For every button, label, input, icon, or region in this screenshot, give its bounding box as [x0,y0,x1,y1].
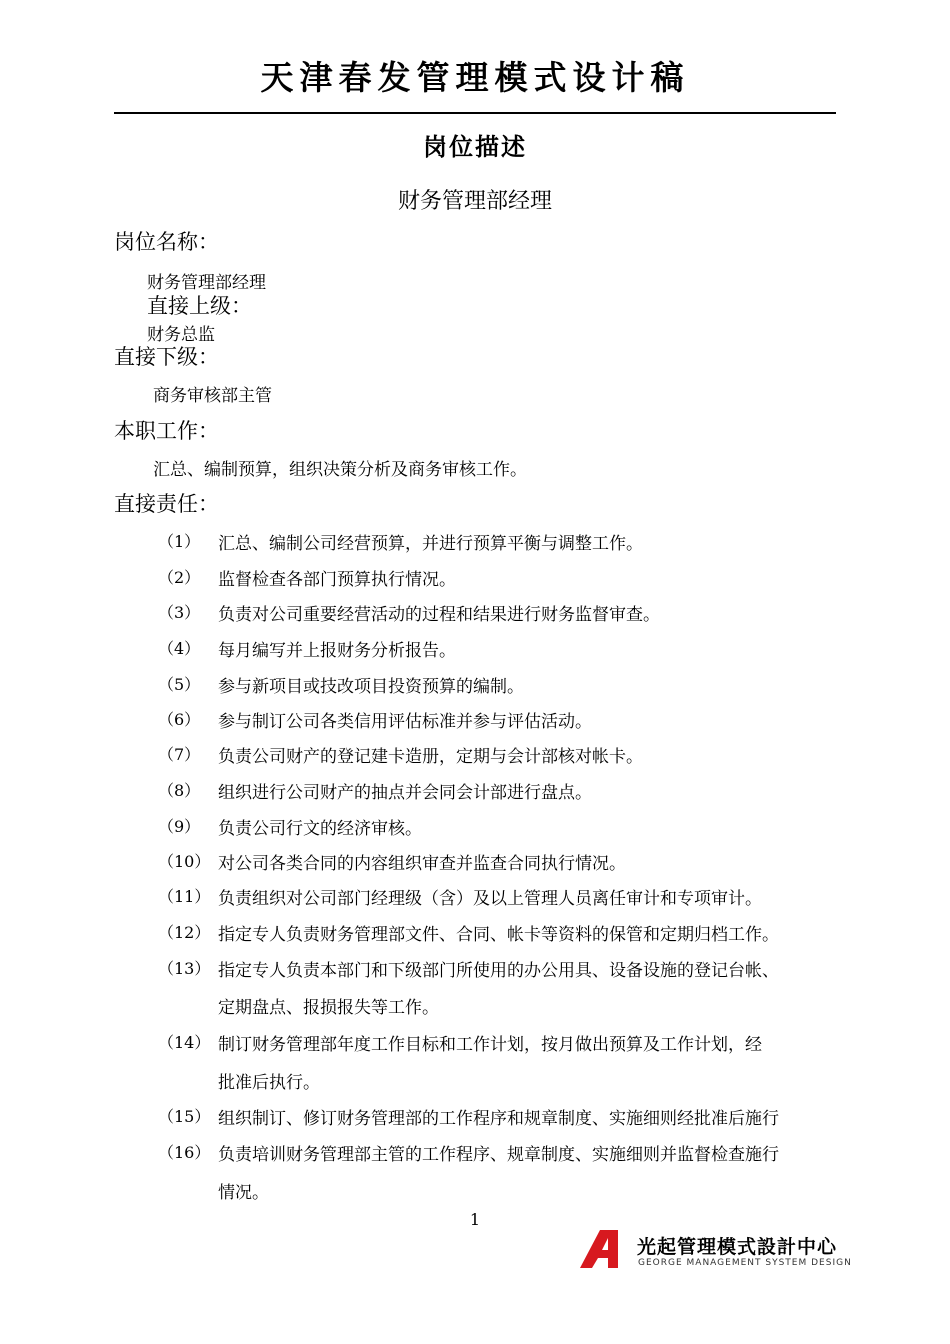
document-type: 岗位描述 [423,133,527,161]
list-item-continuation: 定期盘点、报损报失等工作。 [218,998,439,1018]
list-item-number: （6） [158,710,201,729]
list-item-number: （2） [158,568,201,587]
list-item-number: （8） [158,781,201,800]
list-item-number: （1） [158,532,201,551]
list-item-number: （13） [158,959,211,978]
list-item-number: （7） [158,745,201,764]
duties-value: 汇总、编制预算，组织决策分析及商务审核工作。 [153,460,527,480]
list-item-continuation: 批准后执行。 [218,1073,320,1093]
position-name-label: 岗位名称： [114,230,219,254]
logo-chinese-text: 光起管理模式設計中心 [637,1236,838,1258]
logo-english-text: GEORGE MANAGEMENT SYSTEM DESIGN [638,1258,852,1268]
list-item-number: （4） [158,639,201,658]
header-rule [114,112,836,114]
direct-superior-label: 直接上级： [147,294,252,318]
list-item-number: （14） [158,1033,211,1052]
list-item: 指定专人负责本部门和下级部门所使用的办公用具、设备设施的登记台帐、 [218,961,779,981]
job-title: 财务管理部经理 [397,189,552,214]
list-item: 汇总、编制公司经营预算，并进行预算平衡与调整工作。 [218,534,643,554]
responsibilities-label: 直接责任： [114,492,219,516]
list-item: 参与新项目或技改项目投资预算的编制。 [218,677,524,697]
position-name-value: 财务管理部经理 [147,273,266,293]
list-item: 制订财务管理部年度工作目标和工作计划，按月做出预算及工作计划，经 [218,1035,762,1055]
list-item-continuation: 情况。 [218,1183,269,1203]
list-item: 组织制订、修订财务管理部的工作程序和规章制度、实施细则经批准后施行 [218,1109,779,1129]
list-item: 每月编写并上报财务分析报告。 [218,641,456,661]
list-item: 对公司各类合同的内容组织审查并监查合同执行情况。 [218,854,626,874]
list-item-number: （5） [158,675,201,694]
list-item: 负责公司行文的经济审核。 [218,819,422,839]
list-item: 负责组织对公司部门经理级（含）及以上管理人员离任审计和专项审计。 [218,889,762,909]
direct-superior-value: 财务总监 [147,325,215,345]
header-title: 天津春发管理模式设计稿 [260,58,690,97]
list-item-number: （11） [158,887,211,906]
list-item: 组织进行公司财产的抽点并会同会计部进行盘点。 [218,783,592,803]
list-item: 负责对公司重要经营活动的过程和结果进行财务监督审查。 [218,605,660,625]
list-item: 负责培训财务管理部主管的工作程序、规章制度、实施细则并监督检查施行 [218,1145,779,1165]
direct-subordinate-value: 商务审核部主管 [153,386,272,406]
list-item: 负责公司财产的登记建卡造册，定期与会计部核对帐卡。 [218,747,643,767]
list-item: 参与制订公司各类信用评估标准并参与评估活动。 [218,712,592,732]
list-item-number: （3） [158,603,201,622]
list-item-number: （10） [158,852,211,871]
duties-label: 本职工作： [114,419,219,443]
list-item-number: （9） [158,817,201,836]
logo-a-icon [578,1228,634,1270]
list-item: 指定专人负责财务管理部文件、合同、帐卡等资料的保管和定期归档工作。 [218,925,779,945]
direct-subordinate-label: 直接下级： [114,345,219,369]
list-item-number: （16） [158,1143,211,1162]
page-number: 1 [469,1210,481,1229]
list-item-number: （15） [158,1107,211,1126]
list-item: 监督检查各部门预算执行情况。 [218,570,456,590]
list-item-number: （12） [158,923,211,942]
